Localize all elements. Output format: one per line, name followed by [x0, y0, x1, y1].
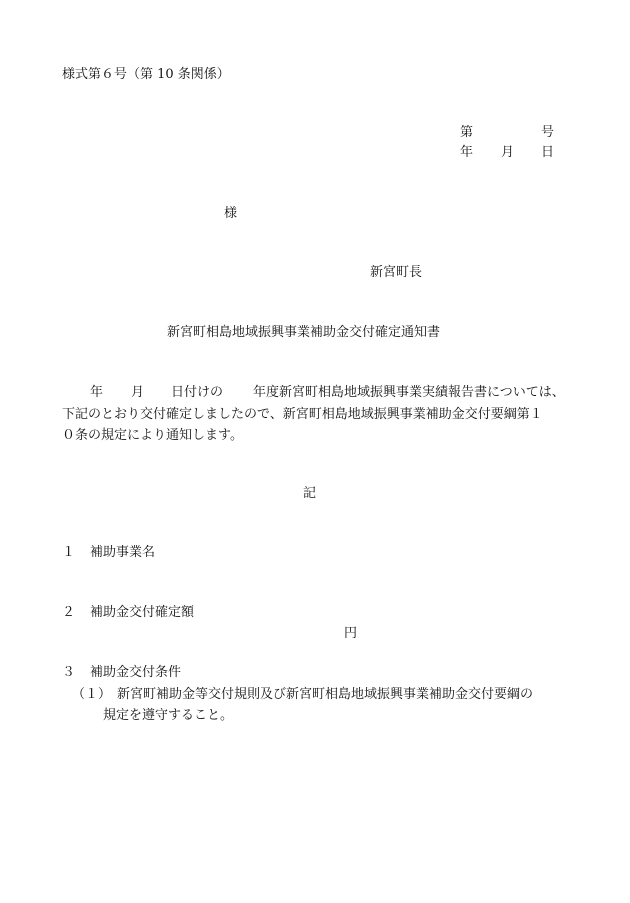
- item-1-label: 補助事業名: [90, 545, 156, 560]
- addressee-suffix: 様: [224, 206, 238, 221]
- item-2-unit: 円: [344, 626, 358, 641]
- body-line2: 下記のとおり交付確定しましたので、新宮町相島地域振興事業補助金交付要綱第１: [62, 407, 543, 422]
- item-1-number: １: [62, 545, 76, 560]
- condition-1-line1: 新宮町補助金等交付規則及び新宮町相島地域振興事業補助金交付要綱の: [117, 687, 534, 702]
- sender: 新宮町長: [370, 265, 423, 280]
- condition-1-number: （１）: [72, 687, 112, 702]
- document-number-prefix: 第: [460, 125, 474, 140]
- form-label: 様式第６号（第 10 条関係）: [62, 67, 230, 82]
- date-year: 年: [460, 145, 474, 160]
- document-title: 新宮町相島地域振興事業補助金交付確定通知書: [167, 325, 441, 340]
- document-number-suffix: 号: [541, 125, 555, 140]
- ki-marker: 記: [303, 486, 317, 501]
- body-line1-rest: 年度新宮町相島地域振興事業実績報告書については、: [253, 385, 565, 400]
- condition-1-line2: 規定を遵守すること。: [103, 708, 234, 723]
- item-2-label: 補助金交付確定額: [90, 605, 195, 620]
- date-day: 日: [541, 145, 555, 160]
- item-3-number: ３: [62, 665, 76, 680]
- body-year: 年: [90, 385, 104, 400]
- item-2-number: ２: [62, 605, 76, 620]
- body-day-text: 日付けの: [171, 385, 224, 400]
- body-month: 月: [131, 385, 145, 400]
- date-month: 月: [501, 145, 515, 160]
- item-3-label: 補助金交付条件: [90, 665, 182, 680]
- body-line3: ０条の規定により通知します。: [62, 428, 243, 443]
